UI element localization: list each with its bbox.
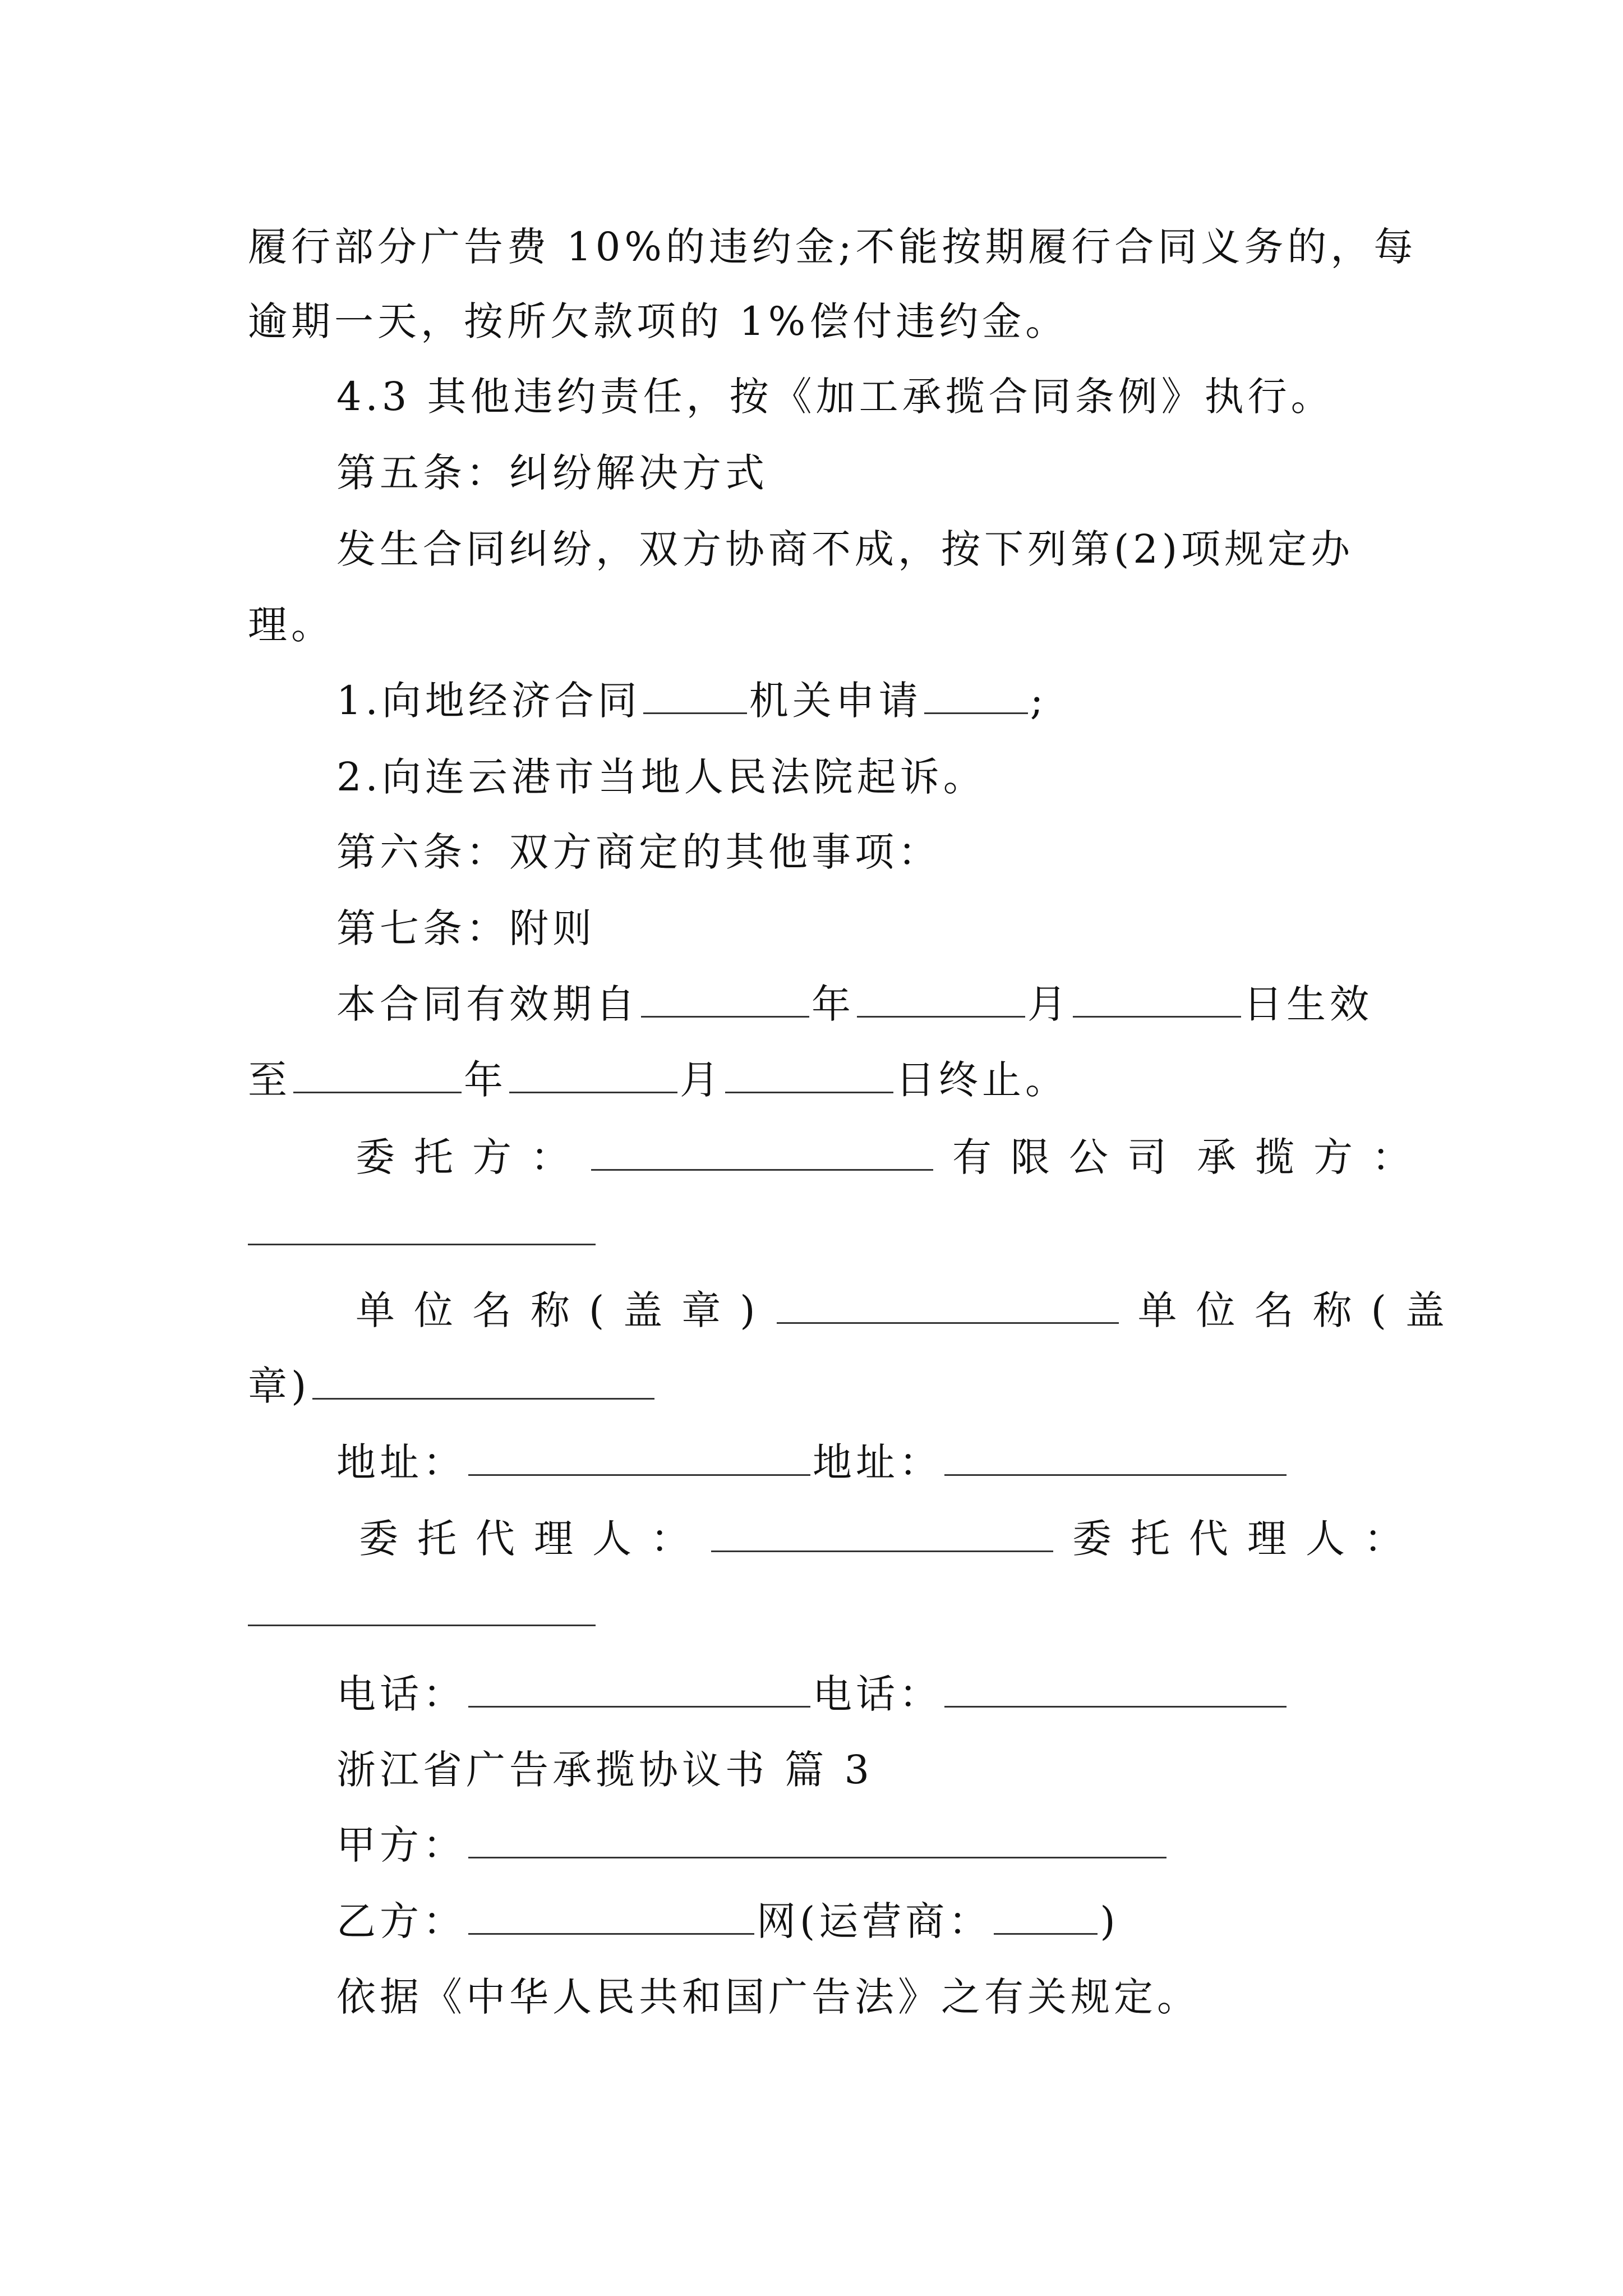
blank-field[interactable] xyxy=(643,681,747,714)
clause-4-3: 4.3 其他违约责任，按《加工承揽合同条例》执行。 xyxy=(336,374,1334,420)
validity-text: 年 xyxy=(811,981,855,1027)
blank-field[interactable] xyxy=(293,1060,462,1093)
validity-text: 月 xyxy=(680,1057,723,1103)
contractor-label: 承揽方： xyxy=(1197,1134,1430,1180)
blank-field[interactable] xyxy=(468,1902,754,1935)
option-1-text: 机关申请 xyxy=(749,678,922,724)
agent-label: 委托代理人： xyxy=(359,1516,709,1562)
validity-text: 至 xyxy=(248,1057,291,1103)
blank-field[interactable] xyxy=(994,1902,1098,1935)
agent-line xyxy=(359,1516,1422,1562)
party-a-label: 甲方： xyxy=(336,1822,466,1868)
blank-field[interactable] xyxy=(777,1291,1119,1324)
company-suffix: 有限公司 xyxy=(952,1134,1186,1180)
unit-name-label: 单位名称(盖章) xyxy=(356,1287,774,1333)
option-1-text: ; xyxy=(1030,678,1048,724)
seal-line xyxy=(356,1287,1464,1333)
blank-field[interactable] xyxy=(591,1138,933,1171)
seal-line-cont xyxy=(248,1363,657,1409)
blank-field[interactable] xyxy=(725,1060,893,1093)
blank-field[interactable] xyxy=(944,1674,1287,1708)
blank-field[interactable] xyxy=(468,1443,810,1476)
signature-client-line xyxy=(356,1134,1430,1180)
blank-field[interactable] xyxy=(641,984,809,1018)
blank-field[interactable] xyxy=(509,1060,677,1093)
blank-field[interactable] xyxy=(944,1443,1287,1476)
validity-text: 本合同有效期自 xyxy=(336,981,639,1027)
client-label: 委托方： xyxy=(356,1134,589,1180)
phone-label: 电话： xyxy=(813,1671,942,1717)
paragraph-line: 逾期一天，按所欠款项的 1%偿付违约金。 xyxy=(248,298,1069,344)
validity-text: 日生效 xyxy=(1243,981,1373,1027)
validity-text: 日终止。 xyxy=(896,1057,1068,1103)
blank-field[interactable] xyxy=(248,1625,596,1626)
party-b-text: 网(运营商： xyxy=(757,1898,992,1944)
option-1-line xyxy=(336,678,1048,724)
paragraph-line: 发生合同纠纷，双方协商不成，按下列第(2)项规定办 xyxy=(336,526,1354,572)
unit-name-label: 单位名称(盖 xyxy=(1137,1287,1464,1333)
party-b-label: 乙方： xyxy=(336,1898,466,1944)
blank-field[interactable] xyxy=(711,1519,1053,1552)
blank-field[interactable] xyxy=(468,1825,1166,1858)
option-1-text: 1.向地经济合同 xyxy=(336,678,641,724)
option-2-line: 2.向连云港市当地人民法院起诉。 xyxy=(336,754,986,800)
blank-field[interactable] xyxy=(248,1244,596,1245)
article-7-heading: 第七条：附则 xyxy=(336,905,596,951)
blank-field[interactable] xyxy=(1073,984,1241,1018)
paragraph-line: 理。 xyxy=(248,602,334,648)
validity-end-line xyxy=(248,1057,1068,1103)
paragraph-line: 履行部分广告费 10%的违约金;不能按期履行合同义务的，每 xyxy=(248,224,1417,270)
blank-field[interactable] xyxy=(924,681,1028,714)
phone-line xyxy=(336,1671,1289,1717)
address-line xyxy=(336,1439,1289,1485)
party-b-text: ) xyxy=(1100,1898,1119,1944)
address-label: 地址： xyxy=(813,1439,942,1485)
address-label: 地址： xyxy=(336,1439,466,1485)
agent-label: 委托代理人： xyxy=(1072,1516,1422,1562)
section-title: 浙江省广告承揽协议书 篇 3 xyxy=(336,1747,874,1793)
article-5-heading: 第五条：纠纷解决方式 xyxy=(336,450,768,496)
validity-line xyxy=(336,981,1373,1027)
blank-field[interactable] xyxy=(857,984,1025,1018)
validity-text: 年 xyxy=(464,1057,507,1103)
blank-field[interactable] xyxy=(312,1366,654,1400)
validity-text: 月 xyxy=(1027,981,1071,1027)
phone-label: 电话： xyxy=(336,1671,466,1717)
party-a-line xyxy=(336,1822,1169,1868)
unit-name-label: 章) xyxy=(248,1363,311,1409)
article-6-heading: 第六条：双方商定的其他事项： xyxy=(336,829,941,875)
party-b-line xyxy=(336,1898,1119,1944)
blank-field[interactable] xyxy=(468,1674,810,1708)
paragraph-line: 依据《中华人民共和国广告法》之有关规定。 xyxy=(336,1974,1200,2020)
